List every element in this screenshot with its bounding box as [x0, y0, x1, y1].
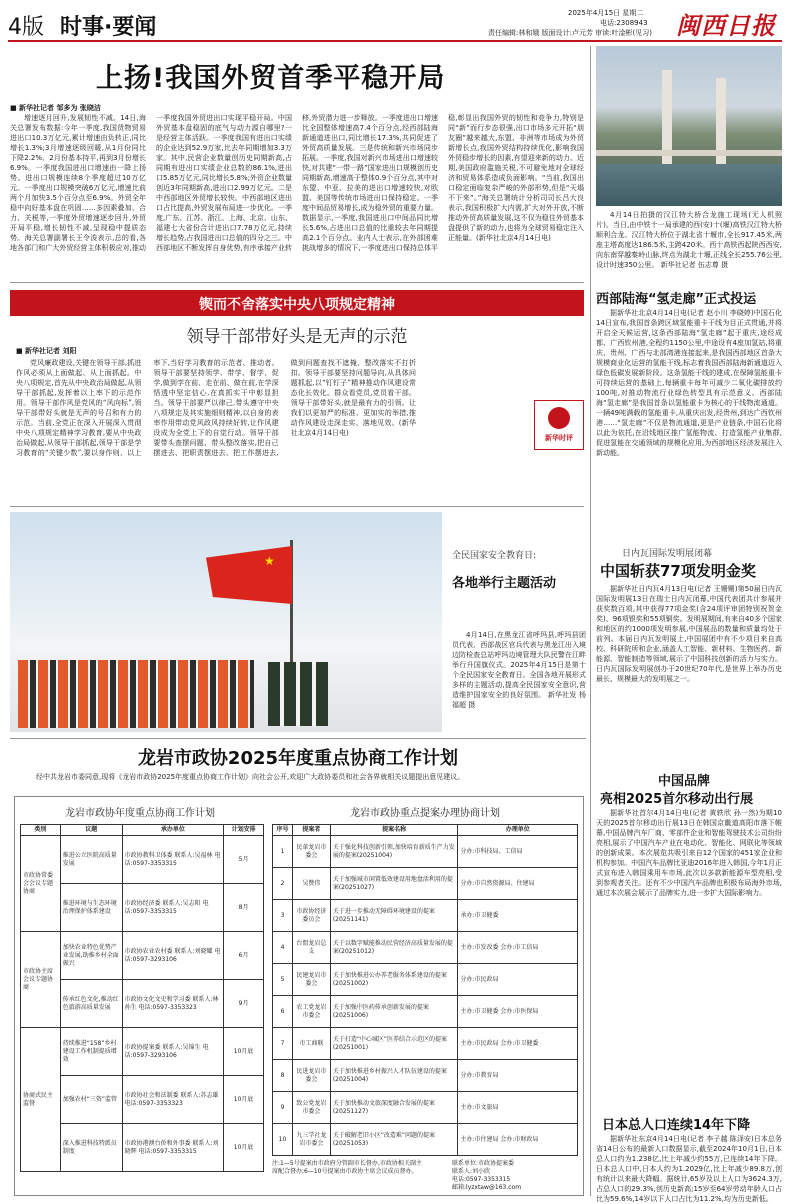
- cppcc-note: 注:1—5号提案由市政府分管副市长督办,市政协相关副主席配合督办;6—10号提案由市政协主席会议成员督办。: [272, 1160, 422, 1175]
- cell-schedule: 10月底: [224, 1076, 264, 1124]
- cell-category: 协商式民主监督: [21, 1028, 61, 1172]
- banner-body-cont: [424, 346, 534, 466]
- badge-label: 新华时评: [545, 434, 573, 442]
- cell-topic: 加快农业特色优势产业发展,助推乡村全面振兴: [60, 932, 122, 980]
- cppcc-intro: 经中共龙岩市委同意,现将《龙岩市政协2025年度重点协商工作计划》向社会公开,欢迎广大政协委员和社会各界就相关议题提出意见建议。: [36, 773, 465, 781]
- cell-handler: 主办:市发改委 会办:市工信局: [458, 932, 578, 964]
- section-divider: [10, 738, 586, 739]
- column-rule: [590, 46, 591, 1196]
- cell-topic: 深入推进科技特派员制度: [60, 1124, 122, 1172]
- cell-proposal: 关于加强城市闲置低效建设用地盘活利用的提案(20251027): [330, 868, 458, 900]
- cell-handler: 主办:市住建局 会办:市财政局: [458, 1124, 578, 1156]
- cell-topic: 推进公立医院高质量发展: [60, 836, 122, 884]
- col-proposer: 提案者: [292, 825, 330, 836]
- table-row: [273, 868, 578, 900]
- table-row: [21, 932, 264, 980]
- cppcc-title: 龙岩市政协2025年度重点协商工作计划: [137, 748, 459, 769]
- cell-proposal: 关于进一步推动无障碍环境建设的提案(20251141): [330, 900, 458, 932]
- story-invention-body: 据新华社日内瓦4月13日电(记者 王姗姗)第50届日内瓦国际发明展13日在瑞士日内瓦闭幕,中国代表团共计参展并获奖数百项,其中获得77项金奖(含24项评审团特别祝贺金奖)、96项银奖和55项铜奖。发明展期间,有来自40多个国家和地区的约1000项发明参展,中国展品的数量和质量均处于前列。本届日内瓦发明展上,中国展团中有不少项目来自高校、科研院所和企业,涵盖人工智能、新材料、生物医药、新能源、智能制造等领域,展示了中国科技创新的活力与实力。日内瓦国际发明展创办于20世纪70年代,是世界上举办历史最长、规模最大的发明展之一。: [596, 585, 782, 683]
- editors: 责任编辑:林和娥 版面设计:卢元芳 审读:叶淦彬(见习): [488, 29, 652, 37]
- cell-proposer: 民建龙岩市委会: [292, 964, 330, 996]
- cell-schedule: 8月: [224, 884, 264, 932]
- photo2-caption: 4月14日,在黑龙江省呼玛县,呼玛县团员代表、西部战区官兵代表与黑龙江出入境边防检查总站呼玛边境管理大队民警在江畔举行升国旗仪式。2025年4月15日是第十个全民国家安全教育日。全国各地开展形式多样的主题活动,提高全民国家安全意识,营造维护国家安全的良好氛围。 新华社发 杨福超 摄: [452, 631, 586, 709]
- cell-proposal: 关于加快推进乡村振兴人才队伍建设的提案(20251004): [330, 1060, 458, 1092]
- cell-organizer: 市政协港澳台侨和外事委 联系人:刘晓辉 电话:0597-3353315: [122, 1124, 224, 1172]
- col-schedule: 计划安排: [224, 825, 264, 836]
- cell-organizer: 市政协农业农村委 联系人:刘晓耀 电话:0597-3293106: [122, 932, 224, 980]
- banner-bar: [10, 290, 584, 316]
- contact-unit: 联系单位:市政协提案委: [452, 1160, 515, 1167]
- cell-proposer: 吴赞伟: [292, 868, 330, 900]
- cell-handler: 分办:市民政局: [458, 964, 578, 996]
- cell-organizer: 市政协教科卫体委 联系人:吴福林 电话:0597-3353315: [122, 836, 224, 884]
- banner-title: 锲而不舍落实中央八项规定精神: [199, 297, 395, 313]
- table-row: [273, 964, 578, 996]
- col-topic: 议题: [60, 825, 122, 836]
- cell-organizer: 市政协提案委 联系人:吴锦生 电话:0597-3293106: [122, 1028, 224, 1076]
- story-japan-headline: 日本总人口连续14年下降: [602, 1118, 751, 1133]
- col-organizer: 承办单位: [122, 825, 224, 836]
- cell-proposer: 农工党龙岩市委会: [292, 996, 330, 1028]
- table-row: [273, 1124, 578, 1156]
- col-handler: 办理单位: [458, 825, 578, 836]
- cell-proposal: 关于打造“中心城区”医养结合示范区的提案(20251001): [330, 1028, 458, 1060]
- table-row: [273, 1028, 578, 1060]
- banner-headline: 领导干部带好头是无声的示范: [186, 327, 408, 347]
- column-rule: [10, 282, 584, 283]
- cell-proposal: 关于加快推进公办养老服务体系建设的提案(20251002): [330, 964, 458, 996]
- cell-handler: 主办:市卫健委 会办:市医保局: [458, 996, 578, 1028]
- cell-proposal: 关于加强中医药传承创新发展的提案(20251006): [330, 996, 458, 1028]
- cell-topic: 推进环境与生态环境治理保护体系建设: [60, 884, 122, 932]
- cell-handler: 分办:市自然资源局、住建局: [458, 868, 578, 900]
- flag-star-icon: ★: [264, 554, 275, 568]
- river: [596, 164, 782, 206]
- cell-proposal: 关于以数字赋能推动民营经济高质量发展的提案(20251012): [330, 932, 458, 964]
- lead-body: 增速逐月回升,发展韧性不减。14日,海关总署发布数据:今年一季度,我国货物贸易进出口10.3万亿元,累计增速由负转正,同比增长1.3%;3月增速逐级回暖,从1月份同比下降2.2%、2月份基本持平,再到3月份增长6.9%。一季度我国进出口增速由一降上扬势。进出口规模连续8个季度超过10万亿元。一季度出口规模突破6万亿元,增速比前两个月加快3.5个百分点至6.9%。外贸全年稳中向好基本盘在巩固……多因素叠加、合力、关税等,一季度外贸增速逐步回升,外贸开局平稳,增长韧性不减,呈现稳中提质态势。海关总署副署长王令浚表示,总的看,各地各部门和广大外贸经营主体积极应对,推动一季度我国外贸进出口实现平稳开局。中国外贸基本盘稳固的底气与动力源自哪里?一是经营主体活跃。一季度我国有进出口实绩的企业达到52.9万家,比去年同期增加3.3万家。其中,民营企业数量创历史同期新高,占同期有进出口实绩企业总数的86.1%,进出口5.85万亿元,同比增长5.8%;外资企业数量创近3年同期新高,进出口2.99万亿元。二是中西部地区外贸增长较快。中西部地区进出口占比提高,外贸发展布局进一步优化。一季度,广东、江苏、浙江、上海、北京、山东、福建七大省份合计进出口7.78万亿元,持续增长趋势,占我国进出口总值的四分之三。中西部地区不断发挥自身优势,有序承接产业转移,外贸潜力进一步释放。一季度进出口增速比全国整体增速高7.4个百分点,经西部陆海新通道进出口,同比增长17.3%,共同促进了外贸高质量发展。三是传统和新兴市场同步拓展。一季度,我国对新兴市场进出口增速较快,对共建“一带一路”国家进出口规模创历史同期新高,增速高于整体0.9个百分点,其中对东盟、中亚、拉美的进出口增速较快,对欧盟、美国等传统市场进出口保持稳定。一季度中间品贸易增长,成为稳外贸的重要力量。数据显示,一季度,我国进出口中间品同比增长5.6%,占进出口总值的比重较去年同期提高2.1个百分点。业内人士表示,在外部困难挑战增多的情况下,一季度进出口保持总体平稳,彰显出我国外贸的韧性和竞争力,特别是同“新”而行步态很强,出口市场多元开拓“朋友圈”越来越大,东盟、非洲等市场成为外贸新增长点,我国外贸结构持续优化,影响我国外贸稳步增长的因素,有望迎来新的动力。近期,美国政府滥施关税,不可避免地对全球经济和贸易体系造成负面影响。“当前,我国出口稳定面临复杂严峻的外部形势,但是“天塌不下来”。”海关总署统计分析司司长吕大良表示,我国积极扩大内需,扩大对外开放,不断推动外贸高质量发展,这不仅为稳住外贸基本盘提供了新的动力,也将为全球贸易稳定注入正能量。(新华社北京4月14日电): [10, 114, 584, 252]
- contact-person: 联系人:刘小欣: [452, 1168, 491, 1175]
- story-hydrogen-headline: 西部陆海“氢走廊”正式投运: [596, 292, 757, 307]
- cell-number: 4: [273, 932, 293, 964]
- photo2-kicker: 全民国家安全教育日:: [452, 551, 537, 561]
- flag-ceremony-photo: [10, 512, 442, 732]
- cppcc-right-title: 龙岩市政协重点提案办理协商计划: [350, 808, 500, 819]
- cell-number: 10: [273, 1124, 293, 1156]
- cell-category: 市政协常委会会议专题协商: [21, 836, 61, 932]
- contact-phone: 电话:0597-3353315: [452, 1176, 511, 1183]
- cell-organizer: 市政协社会和法制委 联系人:苏志雄 电话:0597-3353323: [122, 1076, 224, 1124]
- banner-body: 党风廉政建设,关键在领导干部,抓进作风必须从上面做起、从上面抓起。中央八项规定,首先从中央政治局做起,从领导干部抓起,发挥着以上率下的示范作用。领导干部作风是党风的“风向标”,领导干部带好头就是无声的号召和有力的示范。当前,全党正在深入开展深入贯彻中央八项规定精神学习教育,要从中央政治局做起,从领导干部抓起,领导干部是学习教育的“关键少数”,要以身作则、以上率下,当好学习教育的示范者、推动者。领导干部要坚持领学、带学、督学、促学,做到学在前、走在前、做在前,在学深悟透中坚定信心,在真抓实干中彰显担当。领导干部要严以律己,带头遵守中央八项规定及其实施细则精神,以自身的表率作用带动党风政风持续好转,让作风建设成为全党上下的自觉行动。领导干部要带头查摆问题、带头整改落实,把自己摆进去、把职责摆进去、把工作摆进去,做到问题查找不遮掩、整改落实不打折扣。领导干部要坚持问题导向,从具体问题抓起,以“钉钉子”精神推动作风建设常态化长效化。群众看党员,党员看干部。领导干部带好头,就是最有力的引领。让我们以更加严的标准、更加实的举措,推动作风建设走深走实、落地见效。(新华社北京4月14日电): [16, 359, 416, 457]
- cppcc-contact: [452, 1160, 578, 1192]
- cell-handler: 承办:市卫健委: [458, 900, 578, 932]
- cell-handler: 主办:市民政局 会办:市卫健委: [458, 1028, 578, 1060]
- bridge-photo: [596, 46, 782, 206]
- bridge-photo-caption: 4月14日拍摄的汉江特大桥合龙施工现场(无人机照片)。当日,由中铁十一局承建的西(安)十(堰)高铁汉江特大桥顺利合龙。汉江特大桥位于湖北省十堰市,全长917.45米,两座主塔高度达186.5米,主跨420米。西十高铁西起陕西西安,向东南穿越秦岭山脉,终点为湖北十堰,正线全长255.76公里,设计时速350公里。 新华社记者 伍志尊 摄: [596, 211, 782, 269]
- contact-email: 邮箱:lyzxtaw@163.com: [452, 1184, 522, 1191]
- cell-proposer: 民进龙岩市委会: [292, 1060, 330, 1092]
- cell-number: 1: [273, 836, 293, 868]
- photo2-headline: 各地举行主题活动: [452, 576, 557, 591]
- table-row: [273, 900, 578, 932]
- story-brand-headline-top: 中国品牌: [658, 774, 711, 789]
- col-proposal: 提案名称: [330, 825, 458, 836]
- newspaper-logo: 闽西日报: [676, 12, 776, 40]
- cell-proposer: 市工商联: [292, 1028, 330, 1060]
- cell-schedule: 6月: [224, 932, 264, 980]
- table-row: [273, 996, 578, 1028]
- cell-handler: 主办:市文旅局: [458, 1092, 578, 1124]
- cppcc-left-table: [20, 824, 264, 1172]
- cell-proposer: 民革龙岩市委会: [292, 836, 330, 868]
- cell-schedule: 10月底: [224, 1124, 264, 1172]
- cell-proposal: 关于加快推动文旅深度融合发展的提案(20251127): [330, 1092, 458, 1124]
- table-row: [273, 836, 578, 868]
- cppcc-left-title: 龙岩市政协年度重点协商工作计划: [65, 808, 215, 819]
- section-title: 时事·要闻: [60, 15, 157, 40]
- cell-topic: 传承红色文化,推动红色旅游高质量发展: [60, 980, 122, 1028]
- lead-byline: ■ 新华社记者 邹多为 张晓洁: [10, 104, 101, 112]
- cell-topic: 加强农村“三资”监管: [60, 1076, 122, 1124]
- column-rule: [10, 506, 584, 507]
- table-row: [21, 1028, 264, 1076]
- table-row: [21, 836, 264, 884]
- story-invention-headline: 中国斩获77项发明金奖: [600, 562, 756, 580]
- bridge-deck: [596, 150, 782, 156]
- cell-number: 2: [273, 868, 293, 900]
- masthead-rule: [8, 40, 782, 42]
- cell-proposer: 致公党龙岩市委会: [292, 1092, 330, 1124]
- cell-proposal: 关于强化科技创新引领,加快培育新质生产力发展的提案(20251004): [330, 836, 458, 868]
- col-number: 序号: [273, 825, 293, 836]
- cell-handler: 分办:市科技局、工信局: [458, 836, 578, 868]
- cell-proposer: 市政协经济委员会: [292, 900, 330, 932]
- story-hydrogen-body: 据新华社北京4月14日电(记者 赵小川 李晓婷)中国石化14日宣布,我国首条跨区域氢能重卡干线为目正式贯通,并将开启全天候运营,这条西部陆海“氢走廊”起于重庆,途经成都、广西钦州港,全程约1150公里,中途设有4座加氢站,将重庆、贵州、广西与北部湾港连接起来,是我国西部地区首条大规模商业化运营的氢能干线,标志着我国西部陆海新通道迈入绿色低碳发展新阶段。这条氢能干线的建成,在保障氢能重卡可持续运营的基础上,每辆重卡每年可减少二氧化碳排放约100吨,对推动物流行业绿色转型具有示范意义。西部陆海“氢走廊”是我国首条以氢能重卡为核心的干线物流通道。一辆49吨满载的氢能重卡,从重庆出发,经贵州,到达广西钦州港……“氢走廊”不仅是物流通道,更是产业链条,中国石化将以此为依托,在沿线地区推广氢能物流、打造氢能产业集群,促进氢能在交通领域的规模化应用,为西部地区经济发展注入新动能。: [596, 309, 782, 457]
- cell-schedule: 9月: [224, 980, 264, 1028]
- cell-number: 5: [273, 964, 293, 996]
- cell-number: 7: [273, 1028, 293, 1060]
- cell-number: 3: [273, 900, 293, 932]
- cell-number: 6: [273, 996, 293, 1028]
- table-row: [273, 1060, 578, 1092]
- cell-number: 9: [273, 1092, 293, 1124]
- table-row: [273, 1092, 578, 1124]
- cell-organizer: 市政协文化文史和学习委 联系人:林孙生 电话:0597-3353323: [122, 980, 224, 1028]
- guards: [268, 662, 328, 726]
- story-japan-body: 据新华社东京4月14日电(记者 李子越 陈泽安)日本总务省14日公布的最新人口数据显示,截至2024年10月1日,日本总人口约为1.238亿,比上年减少约55万,已连续14年下降。日本总人口中,日本人约为1.2029亿,比上年减少89.8万,创有统计以来最大降幅。据统计,65岁及以上人口为3624.3万,占总人口的29.3%,创历史新高;15岁至64岁劳动年龄人口占比为59.6%,14岁以下人口占比为11.2%,均为历史新低。: [596, 1135, 782, 1203]
- commentary-icon: [548, 407, 570, 429]
- table-row: [273, 932, 578, 964]
- cell-organizer: 市政协经济委 联系人:吴志阳 电话:0597-3353315: [122, 884, 224, 932]
- cell-proposer: 台盟龙岩总支: [292, 932, 330, 964]
- cell-proposal: 关于破解老旧小区“改造难”问题的提案(20251053): [330, 1124, 458, 1156]
- phone: 电话:2308943: [600, 19, 648, 27]
- banner-byline: ■ 新华社记者 刘阳: [16, 347, 77, 355]
- cell-handler: 分办:市教育局: [458, 1060, 578, 1092]
- story-invention-kicker: 日内瓦国际发明展闭幕: [622, 549, 713, 559]
- story-brand-body: 据新华社首尔4月14日电(记者 黄轶欣 孙一然)为期10天的2025首尔移动出行展13日在韩国京畿道高阳市落下帷幕,中国品牌汽车厂商、零部件企业和智能驾驶技术公司纷纷亮相,展示了中国汽车产业在电动化、智能化、网联化等领域的创新成果。本次展览共吸引来自12个国家的451家企业和机构参加。中国汽车品牌比亚迪2016年进入韩国,今年1月正式宣布进入韩国乘用车市场,此次以多款新能源车型亮相,受到参观者关注。还有不少中国汽车品牌也积极布局海外市场,通过本次展会展示了品牌实力,进一步扩大国际影响力。: [596, 809, 782, 897]
- cell-schedule: 5月: [224, 836, 264, 884]
- cppcc-right-table: [272, 824, 578, 1156]
- story-brand-headline: 亮相2025首尔移动出行展: [600, 792, 754, 807]
- page-number: 4版: [8, 15, 44, 40]
- crowd: [18, 660, 254, 728]
- xinhua-commentary-badge: [534, 400, 584, 450]
- col-category: 类别: [21, 825, 61, 836]
- cell-topic: 持续推进“158”乡村建设工作机制提质增效: [60, 1028, 122, 1076]
- lead-headline: 上扬!我国外贸首季平稳开局: [96, 63, 446, 94]
- flag-icon: [206, 546, 292, 604]
- cell-proposer: 九三学社龙岩市委会: [292, 1124, 330, 1156]
- cell-schedule: 10月底: [224, 1028, 264, 1076]
- cell-number: 8: [273, 1060, 293, 1092]
- issue-date: 2025年4月15日 星期二: [568, 9, 644, 17]
- cell-category: 市政协主席会议专题协商: [21, 932, 61, 1028]
